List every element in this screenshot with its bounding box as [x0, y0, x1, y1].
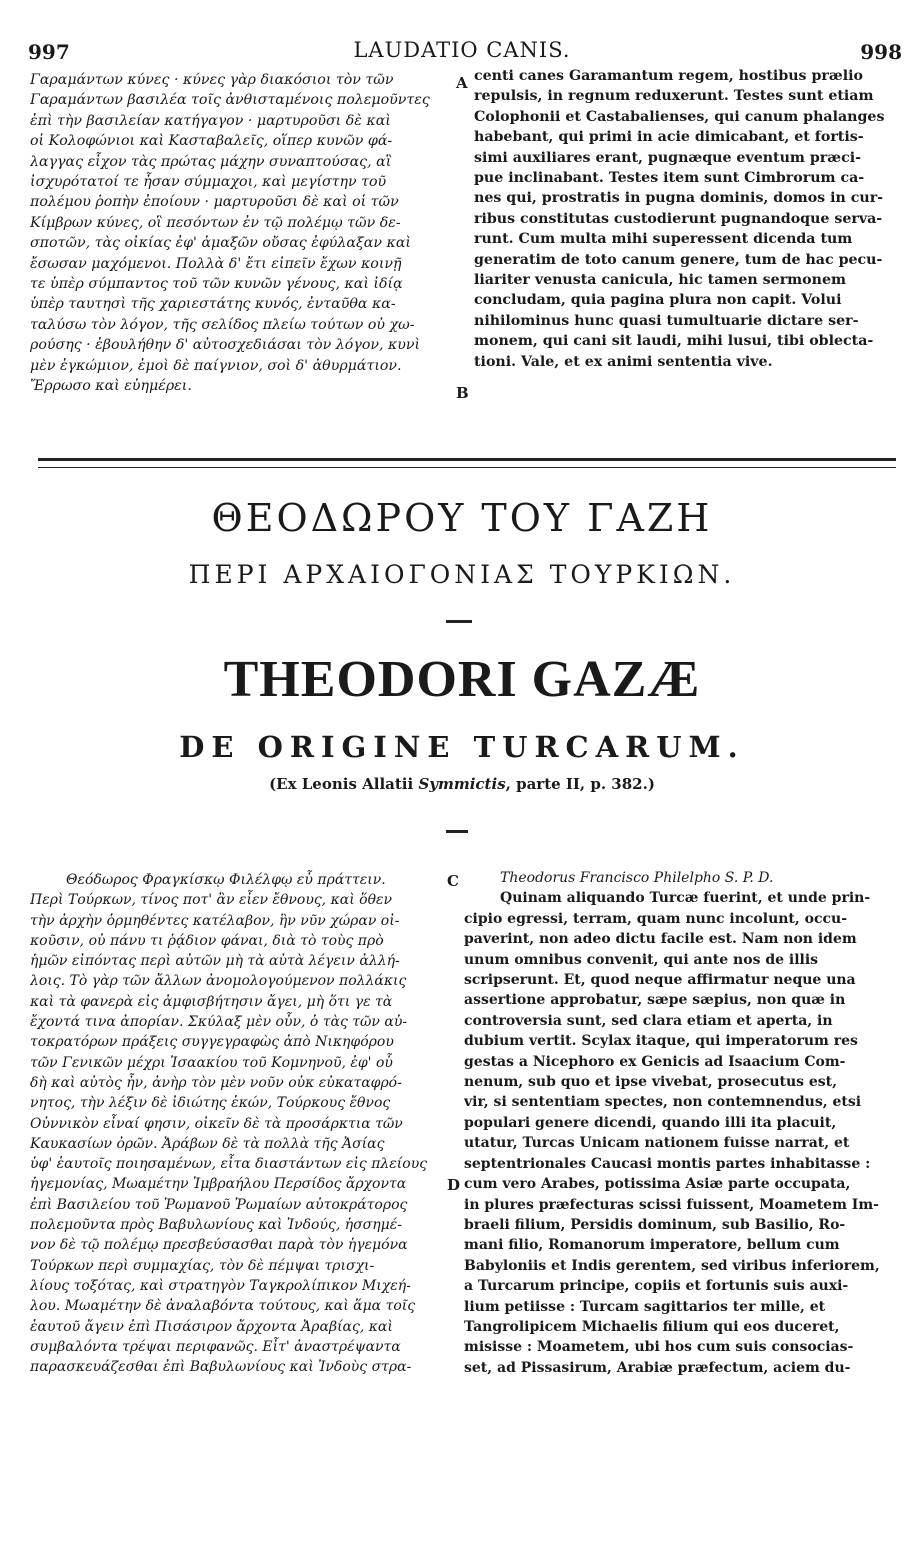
text-line: παρασκευάζεσθαι ἐπὶ Βαβυλωνίους καὶ Ἰνδοὺς στρα-	[30, 1359, 412, 1376]
text-line: cum vero Arabes, potissima Asiæ parte occupata,	[464, 1176, 851, 1193]
text-line: Κίμβρων κύνες, οἳ πεσόντων ἐν τῷ πολέμῳ τῶν δε-	[30, 214, 401, 231]
text-line: populari genere dicendi, quando illi ita placuit,	[464, 1114, 837, 1131]
text-line: repulsis, in regnum reduxerunt. Testes sunt etiam	[474, 88, 874, 105]
text-line: mani filio, Romanorum imperatore, bellum cum	[464, 1237, 840, 1254]
text-line: assertione approbatur, sæpe sæpius, non quæ in	[464, 992, 846, 1009]
text-line: Tangrolipicem Michaelis filium qui eos duceret,	[464, 1318, 840, 1335]
text-line: vir, si sententiam spectes, non contemnendus, etsi	[464, 1094, 862, 1111]
text-line: νον δὲ τῷ πολέμῳ πρεσβεύσασθαι παρὰ τὸν ἡγεμόνα	[30, 1237, 408, 1254]
text-line: utatur, Turcas Unicam nationem fuisse narrat, et	[464, 1135, 850, 1152]
text-line: lium petiisse : Turcam sagittarios ter mille, et	[464, 1298, 826, 1315]
text-line: πολέμου ῥοπὴν ἐποίουν · μαρτυροῦσι δὲ καὶ οἱ τῶν	[30, 194, 399, 211]
text-line: nihilominus hunc quasi tumultuarie dictare ser-	[474, 312, 859, 329]
title-dash-1	[446, 620, 472, 623]
text-line: κοῦσιν, οὐ πάνυ τι ῥᾴδιον φάναι, διὰ τὸ τοὺς πρὸ	[30, 932, 384, 949]
text-line: ἔσωσαν μαχόμενοι. Πολλὰ δ' ἔτι εἰπεῖν ἔχων κοινῇ	[30, 255, 402, 272]
text-line: τοκρατόρων πράξεις συγγεγραφὼς ἀπὸ Νικηφόρου	[30, 1034, 394, 1051]
greek-author-title: ΘΕΟΔΩΡΟΥ ΤΟΥ ΓΑΖΗ	[211, 496, 713, 540]
margin-letter-a: A	[456, 74, 468, 92]
margin-letter-b: B	[456, 384, 469, 402]
text-line: σποτῶν, τὰς οἰκίας ἐφ' ἁμαξῶν οὔσας ἐφύλαξαν καὶ	[30, 235, 411, 252]
text-line: nenum, sub quo et ipse vivebat, prosecutus est,	[464, 1074, 838, 1091]
left-page-number: 997	[28, 40, 70, 64]
text-line: τε ὑπὲρ σύμπαντος τοῦ τῶν κυνῶν γένους, καὶ ἰδίᾳ	[30, 276, 403, 293]
text-line: ἐπὶ Βασιλείου τοῦ Ῥωμανοῦ Ῥωμαίων αὐτοκράτορος	[30, 1196, 408, 1213]
source-prefix: (Ex Leonis Allatii	[269, 775, 419, 793]
text-line: Οὐννικὸν εἶναί φησιν, οἰκεῖν δὲ τὰ προσάρκτια τῶν	[30, 1115, 403, 1132]
text-line: Περὶ Τούρκων, τίνος ποτ' ἂν εἶεν ἔθνους, καὶ ὅθεν	[30, 892, 393, 909]
text-line: δὴ καὶ αὐτὸς ἦν, ἀνὴρ τὸν μὲν νοῦν οὐκ εὐκαταφρό-	[30, 1074, 402, 1091]
text-line: ἑαυτοῦ ἄγειν ἐπὶ Πισάσιρον ἄρχοντα Ἀραβίας, καὶ	[30, 1318, 393, 1335]
text-line: Τούρκων περὶ συμμαχίας, τὸν δὲ πέμψαι τρισχι-	[30, 1257, 375, 1274]
text-line: Ἔρρωσο καὶ εὐημέρει.	[30, 378, 192, 395]
running-title: LAUDATIO CANIS.	[353, 38, 571, 62]
text-line: ἡγεμονίας, Μωαμέτην Ἰμβραήλου Περσίδος ἄρχοντα	[30, 1176, 407, 1193]
text-line: τῶν Γενικῶν μέχρι Ἰσαακίου τοῦ Κομνηνοῦ, ἐφ' οὗ	[30, 1054, 393, 1071]
greek-subtitle: ΠΕΡΙ ΑΡΧΑΙΟΓΟΝΙΑΣ ΤΟΥΡΚΙΩΝ.	[188, 560, 736, 589]
latin-salutation: Theodorus Francisco Philelpho S. P. D.	[500, 870, 774, 886]
text-line: habebant, qui primi in acie dimicabant, et fortis-	[474, 129, 864, 146]
margin-letter-c: C	[447, 872, 459, 890]
text-line: tioni. Vale, et ex animi sententia vive.	[474, 353, 773, 370]
text-line: concludam, quia pagina plura non capit. Volui	[474, 292, 842, 309]
text-line: Babyloniis et Indis gerentem, sed viribus inferiorem,	[464, 1257, 880, 1274]
latin-subtitle: DE ORIGINE TURCARUM.	[179, 730, 745, 764]
greek-text-column-top	[30, 70, 455, 397]
text-line: λαγγας εἶχον τὰς πρώτας μάχην συναπτούσας, αἳ	[30, 153, 392, 170]
greek-text-column-bottom	[30, 870, 448, 1377]
text-line: runt. Cum multa mihi superessent dicenda tum	[474, 231, 853, 248]
text-line: scripserunt. Et, quod neque affirmatur neque una	[464, 972, 856, 989]
text-line: simi auxiliares erant, pugnæque eventum præci-	[474, 149, 861, 166]
source-work: Symmictis	[418, 775, 506, 793]
text-line: λου. Μωαμέτην δὲ ἀναλαβόντα τούτους, καὶ ἅμα τοῖς	[30, 1298, 416, 1315]
text-line: gestas a Nicephoro ex Genicis ad Isaacium Com-	[464, 1053, 846, 1070]
text-line: misisse : Moametem, ubi hos cum suis consocias-	[464, 1339, 854, 1356]
text-line: pue inclinabant. Testes item sunt Cimbrorum ca-	[474, 170, 865, 187]
text-line: πολεμοῦντα πρὸς Βαβυλωνίους καὶ Ἰνδούς, ἡσσημέ-	[30, 1217, 402, 1234]
text-line: septentrionales Caucasi montis partes inhabitasse :	[464, 1155, 871, 1172]
text-line: νητος, τὴν λέξιν δὲ ἰδιώτης ἐκών, Τούρκους ἔθνος	[30, 1095, 391, 1112]
text-line: controversia sunt, sed clara etiam et aperta, in	[464, 1012, 833, 1029]
text-line: μὲν ἐγκώμιον, ἐμοὶ δὲ παίγνιον, σοὶ δ' ἀθυρμάτιον.	[30, 357, 402, 374]
text-line: in plures præfecturas scissi fuissent, Moametem Im-	[464, 1196, 879, 1213]
text-line: cipio egressi, terram, quam nunc incolunt, occu-	[464, 910, 848, 927]
text-line: Quinam aliquando Turcæ fuerint, et unde prin-	[500, 890, 871, 907]
text-line: Γαραμάντων βασιλέα τοῖς ἀνθισταμένοις πολεμοῦντες	[30, 92, 430, 109]
text-line: ἰσχυρότατοί τε ἦσαν σύμμαχοι, καὶ μεγίστην τοῦ	[30, 174, 387, 191]
text-line: braeli filium, Persidis dominum, sub Basilio, Ro-	[464, 1216, 846, 1233]
text-line: οἱ Κολοφώνιοι καὶ Κασταβαλεῖς, οἵπερ κυνῶν φά-	[30, 133, 393, 150]
text-line: ὑφ' ἑαυτοῖς ποιησαμένων, εἶτα διαστάντων εἰς πλείους	[30, 1156, 428, 1173]
text-line: ταλύσω τὸν λόγον, τῆς σελίδος πλείω τούτων οὐ χω-	[30, 316, 415, 333]
latin-author-title: THEODORI GAZÆ	[223, 651, 701, 708]
section-divider-rule	[38, 458, 896, 468]
text-line: nes qui, prostratis in pugna dominis, domos in cur-	[474, 190, 884, 207]
text-line: συμβαλόντα τρέψαι περιφανῶς. Εἶτ' ἀναστρέψαντα	[30, 1338, 401, 1355]
text-line: ἡμῶν εἰπόντας περὶ αὐτῶν μὴ τὰ αὐτὰ λέγειν ἀλλή-	[30, 953, 400, 970]
text-line: ribus constitutas custodierunt pugnandoque serva-	[474, 210, 883, 227]
text-line: dubium vertit. Scylax itaque, qui imperatorum res	[464, 1033, 858, 1050]
text-line: Γαραμάντων κύνες · κύνες γὰρ διακόσιοι τὸν τῶν	[30, 72, 394, 88]
latin-text-column-bottom	[464, 868, 904, 1378]
text-line: ρούσης · ἐβουλήθην δ' αὐτοσχεδιάσαι τὸν λόγον, κυνὶ	[30, 337, 421, 354]
margin-letter-d: D	[447, 1176, 461, 1194]
right-page-number: 998	[860, 40, 902, 64]
text-line: Καυκασίων ὀρῶν. Ἀράβων δὲ τὰ πολλὰ τῆς Ἀσίας	[30, 1135, 385, 1152]
text-line: a Turcarum principe, copiis et fortunis suis auxi-	[464, 1278, 849, 1295]
text-line: unum omnibus convenit, qui ante nos de illis	[464, 951, 819, 968]
text-line: ὑπὲρ ταυτησὶ τῆς χαριεστάτης κυνός, ἐνταῦθα κα-	[30, 296, 396, 313]
text-line: paverint, non adeo dictu facile est. Nam non idem	[464, 931, 857, 948]
greek-salutation: Θεόδωρος Φραγκίσκῳ Φιλέλφῳ εὖ πράττειν.	[66, 872, 386, 888]
text-line: Colophonii et Castabalienses, qui canum phalanges	[474, 108, 885, 125]
text-line: set, ad Pissasirum, Arabiæ præfectum, aciem du-	[464, 1359, 851, 1376]
text-line: ἔχοντά τινα ἀπορίαν. Σκύλαξ μὲν οὖν, ὁ τὰς τῶν αὐ-	[30, 1014, 408, 1031]
text-line: centi canes Garamantum regem, hostibus prælio	[474, 68, 863, 84]
text-line: τὴν ἀρχὴν ὁρμηθέντες κατέλαβον, ἣν νῦν χώραν οἰ-	[30, 912, 400, 929]
text-line: liariter venusta canicula, hic tamen sermonem	[474, 272, 846, 289]
text-line: ἐπὶ τὴν βασιλείαν κατήγαγον · μαρτυροῦσι δὲ καὶ	[30, 112, 391, 129]
text-line: λοις. Τὸ γὰρ τῶν ἄλλων ἀνομολογούμενον πολλάκις	[30, 973, 407, 990]
latin-text-column-top	[474, 66, 904, 372]
text-line: generatim de toto canum genere, tum de hac pecu-	[474, 251, 883, 268]
text-line: monem, qui cani sit laudi, mihi lusui, tibi oblecta-	[474, 333, 874, 350]
text-line: λίους τοξότας, καὶ στρατηγὸν Ταγκρολίπικον Μιχεή-	[30, 1277, 411, 1294]
text-line: καὶ τὰ φανερὰ εἰς ἀμφισβήτησιν ἄγει, μὴ ὅτι γε τὰ	[30, 993, 393, 1010]
source-suffix: , parte II, p. 382.)	[505, 775, 655, 793]
source-citation	[0, 775, 924, 793]
title-dash-2	[446, 830, 468, 833]
